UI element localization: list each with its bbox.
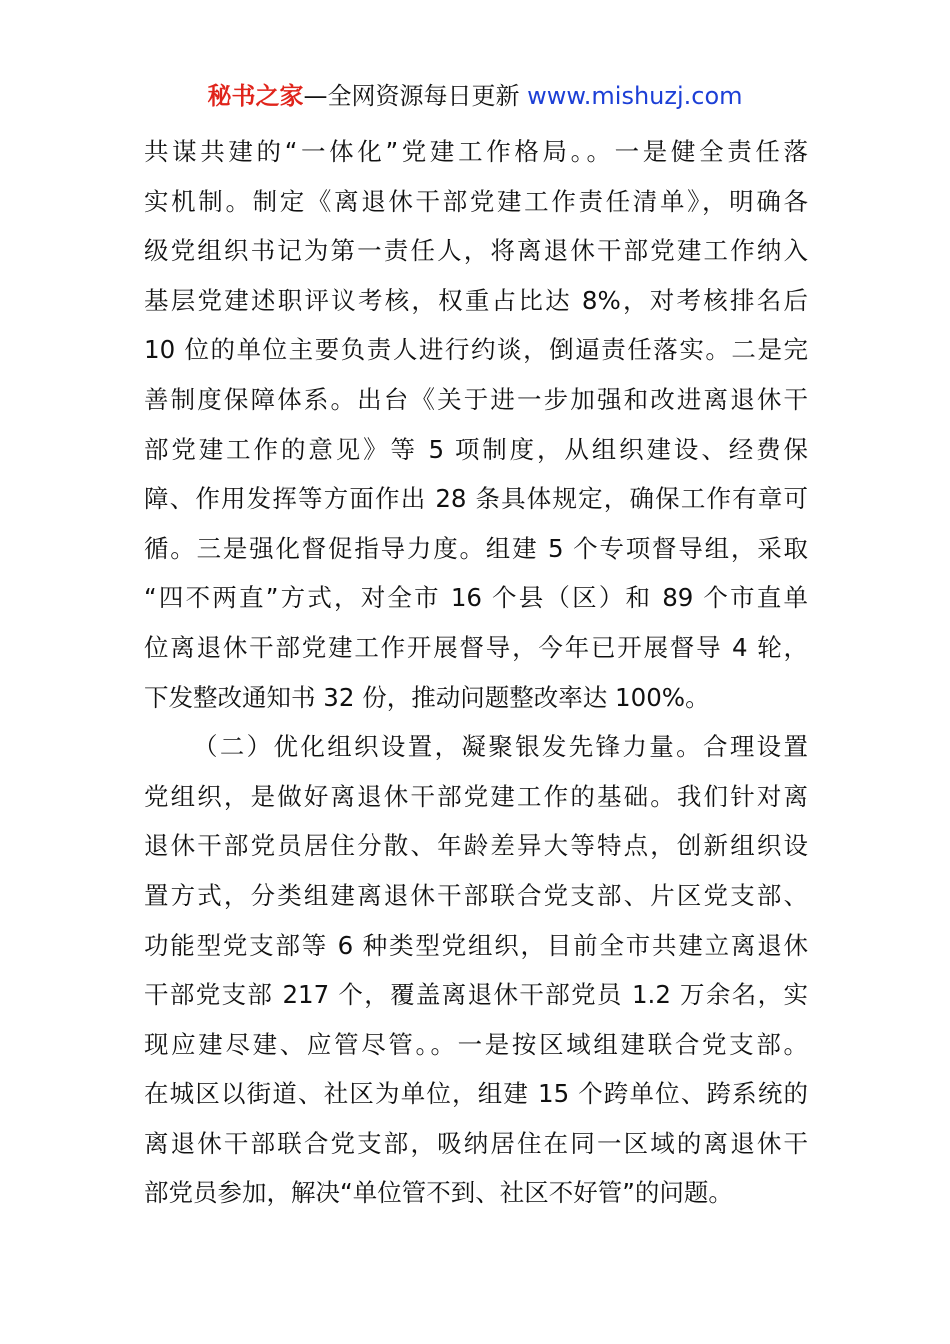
site-tagline: —全网资源每日更新 (303, 82, 520, 110)
text-line: 障、作用发挥等方面作出 28 条具体规定，确保工作有章可 (144, 484, 808, 514)
text-line: 实机制。制定《离退休干部党建工作责任清单》，明确各 (144, 186, 808, 216)
text-line: 党组织，是做好离退休干部党建工作的基础。我们针对离 (144, 781, 808, 811)
text-line: “四不两直”方式，对全市 16 个县（区）和 89 个市直单 (144, 583, 808, 613)
text-line: 循。三是强化督促指导力度。组建 5 个专项督导组，采取 (144, 533, 808, 563)
text-line: 干部党支部 217 个，覆盖离退休干部党员 1.2 万余名，实 (144, 980, 808, 1010)
page-header (0, 80, 950, 112)
text-line: 离退休干部联合党支部，吸纳居住在同一区域的离退休干 (144, 1128, 808, 1158)
paragraph-end-line: 下发整改通知书 32 份，推动问题整改率达 100%。 (144, 682, 710, 712)
text-line: 在城区以街道、社区为单位，组建 15 个跨单位、跨系统的 (144, 1079, 808, 1109)
text-line: 功能型党支部等 6 种类型党组织，目前全市共建立离退休 (144, 930, 808, 960)
text-line: 退休干部党员居住分散、年龄差异大等特点，创新组织设 (144, 831, 808, 861)
text-line: 现应建尽建、应管尽管。。一是按区域组建联合党支部。 (144, 1029, 808, 1059)
text-line: 部党员参加，解决“单位管不到、社区不好管”的问题。 (144, 1178, 733, 1208)
text-line: 置方式，分类组建离退休干部联合党支部、片区党支部、 (144, 880, 808, 910)
site-url-link[interactable]: www.mishuzj.com (527, 82, 743, 110)
text-line: 善制度保障体系。出台《关于进一步加强和改进离退休干 (144, 384, 808, 414)
site-brand: 秘书之家 (207, 82, 304, 110)
text-line: 位离退休干部党建工作开展督导，今年已开展督导 4 轮， (144, 632, 808, 662)
text-line: 共谋共建的“一体化”党建工作格局。。一是健全责任落 (144, 137, 808, 166)
document-body (144, 127, 808, 1218)
text-line: 部党建工作的意见》等 5 项制度，从组织建设、经费保 (144, 434, 808, 464)
text-line: 10 位的单位主要负责人进行约谈，倒逼责任落实。二是完 (144, 335, 808, 365)
text-line: 级党组织书记为第一责任人，将离退休干部党建工作纳入 (144, 236, 808, 266)
section-heading-line: （二）优化组织设置，凝聚银发先锋力量。合理设置 (193, 732, 808, 762)
text-line: 基层党建述职评议考核，权重占比达 8%，对考核排名后 (144, 285, 808, 315)
